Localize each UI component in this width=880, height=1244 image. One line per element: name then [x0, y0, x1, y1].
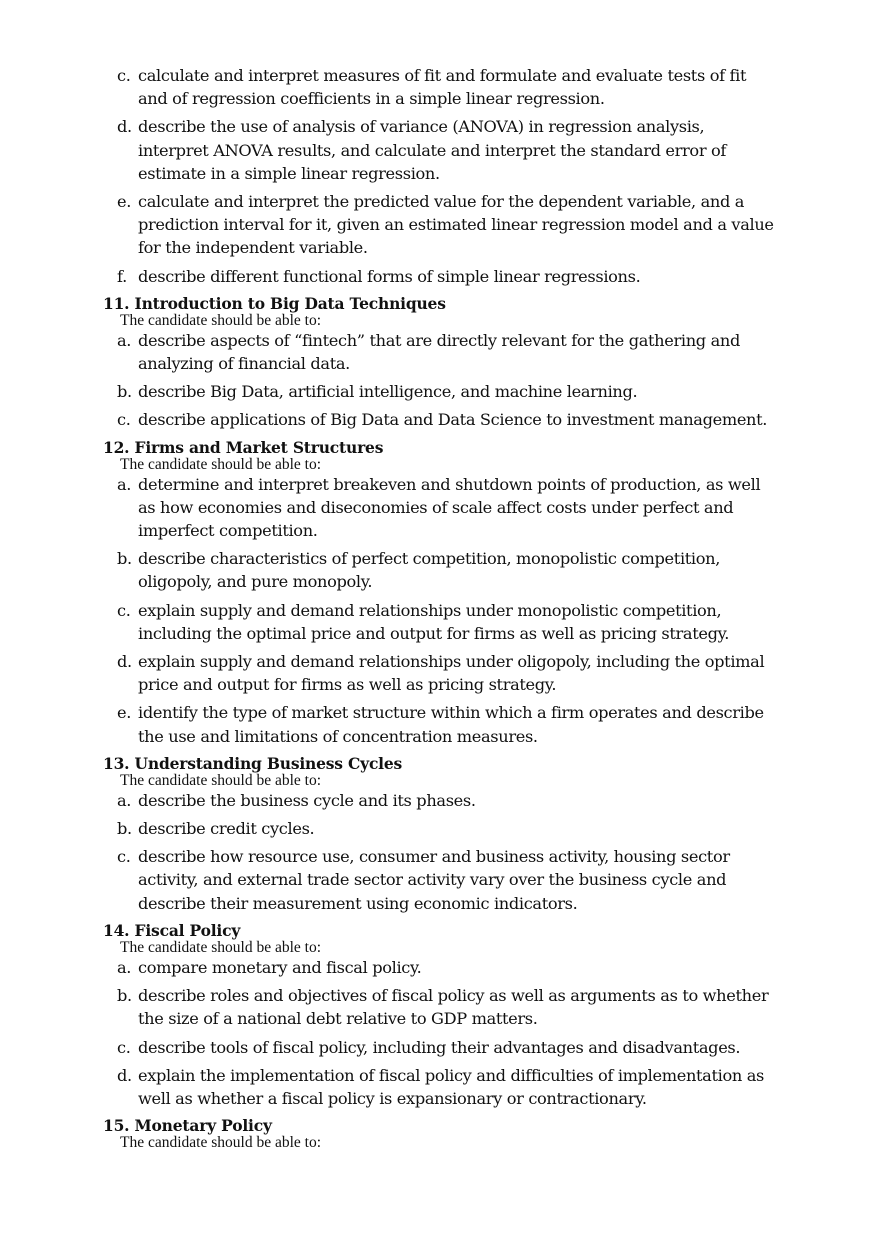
- section-market-structures: [0, 438, 880, 748]
- section-title: 12. Firms and Market Structures: [103, 437, 384, 457]
- outcome-label: c.: [117, 847, 131, 867]
- section-intro: The candidate should be able to:: [120, 311, 322, 329]
- outcome-item: [0, 1064, 778, 1110]
- section-intro: The candidate should be able to:: [120, 455, 322, 473]
- outcome-item: [0, 115, 778, 185]
- outcome-item: [0, 845, 778, 915]
- section-title: 15. Monetary Policy: [103, 1116, 272, 1136]
- outcome-text: describe Big Data, artificial intelligence, and machine learning.: [138, 382, 638, 402]
- outcome-text: explain the implementation of fiscal policy and difficulties of implementation as well as whether a fiscal policy is expansionary or contractionary.: [138, 1065, 764, 1108]
- outcome-label: a.: [117, 957, 132, 977]
- outcome-item: [0, 408, 778, 431]
- section-big-data: [0, 294, 880, 432]
- outcome-text: describe aspects of “fintech” that are directly relevant for the gathering and analyzing of financial data.: [138, 330, 740, 374]
- section-title: 13. Understanding Business Cycles: [103, 753, 403, 773]
- outcome-text: describe how resource use, consumer and business activity, housing sector activity, and external trade sector activity vary over the business cycle and describe their measurement using economic indicators.: [138, 847, 730, 913]
- section-intro: The candidate should be able to:: [120, 771, 322, 789]
- outcome-label: c.: [117, 600, 131, 620]
- outcome-text: compare monetary and fiscal policy.: [138, 957, 422, 977]
- outcome-label: d.: [117, 117, 132, 137]
- outcome-item: [0, 701, 778, 747]
- outcome-text: determine and interpret breakeven and shutdown points of production, as well as how economies and diseconomies of scale affect costs under perfect and imperfect competition.: [138, 474, 761, 541]
- section-intro: The candidate should be able to:: [120, 1134, 322, 1152]
- outcome-label: f.: [117, 266, 127, 286]
- outcome-text: calculate and interpret the predicted value for the dependent variable, and a prediction interval for it, given an estimated linear regression model and a value for the independent variable.: [138, 192, 774, 258]
- outcome-item: [0, 64, 778, 110]
- section-intro: The candidate should be able to:: [120, 938, 322, 956]
- outcome-text: describe roles and objectives of fiscal policy as well as arguments as to whether the size of a national debt relative to GDP matters.: [138, 986, 769, 1029]
- outcome-label: e.: [117, 192, 132, 212]
- outcome-item: [0, 329, 778, 375]
- outcome-label: a.: [117, 330, 132, 350]
- outcome-label: d.: [117, 652, 132, 672]
- outcome-label: b.: [117, 819, 132, 839]
- outcome-text: describe the use of analysis of variance (ANOVA) in regression analysis, interpret ANOVA results, and calculate and interpret the standard error of estimate in a simple linear regression.: [138, 117, 727, 183]
- outcome-item: [0, 547, 778, 593]
- outcome-text: explain supply and demand relationships under oligopoly, including the optimal price and output for firms as well as pricing strategy.: [138, 652, 765, 695]
- outcome-item: [0, 984, 778, 1030]
- outcome-label: c.: [117, 66, 131, 85]
- outcome-item: [0, 956, 778, 979]
- outcome-label: c.: [117, 1037, 131, 1057]
- section-title: 11. Introduction to Big Data Techniques: [103, 293, 446, 313]
- outcome-label: b.: [117, 986, 132, 1006]
- outcome-label: e.: [117, 703, 132, 723]
- section-title: 14. Fiscal Policy: [103, 920, 241, 940]
- outcome-text: identify the type of market structure within which a firm operates and describe the use and limitations of concentration measures.: [138, 703, 764, 746]
- section-fiscal-policy: [0, 921, 880, 1110]
- outcome-text: describe different functional forms of simple linear regressions.: [138, 266, 641, 286]
- outcome-item: [0, 473, 778, 543]
- continued-outcome-list: [0, 64, 880, 1151]
- outcome-text: describe the business cycle and its phases.: [138, 790, 476, 810]
- outcome-label: a.: [117, 790, 132, 810]
- outcome-label: b.: [117, 549, 132, 569]
- outcome-item: [0, 789, 778, 812]
- outcome-item: [0, 265, 778, 288]
- outcome-item: [0, 190, 778, 260]
- section-monetary-policy: [0, 1116, 880, 1151]
- section-business-cycles: [0, 754, 880, 915]
- outcome-text: calculate and interpret measures of fit and formulate and evaluate tests of fit and of regression coefficients in a simple linear regression.: [138, 66, 747, 109]
- outcome-text: describe credit cycles.: [138, 819, 315, 839]
- outcome-item: [0, 650, 778, 696]
- outcome-label: d.: [117, 1065, 132, 1085]
- outcome-text: describe tools of fiscal policy, including their advantages and disadvantages.: [138, 1037, 741, 1057]
- outcome-text: describe characteristics of perfect competition, monopolistic competition, oligopoly, and pure monopoly.: [138, 549, 721, 592]
- outcome-text: describe applications of Big Data and Data Science to investment management.: [138, 410, 768, 430]
- outcome-label: a.: [117, 474, 132, 494]
- outcome-item: [0, 380, 778, 403]
- outcome-text: explain supply and demand relationships under monopolistic competition, including the optimal price and output for firms as well as pricing strategy.: [138, 600, 730, 643]
- outcome-label: b.: [117, 382, 132, 402]
- outcome-item: [0, 1036, 778, 1059]
- outcome-item: [0, 599, 778, 645]
- outcome-label: c.: [117, 410, 131, 430]
- outcome-item: [0, 817, 778, 840]
